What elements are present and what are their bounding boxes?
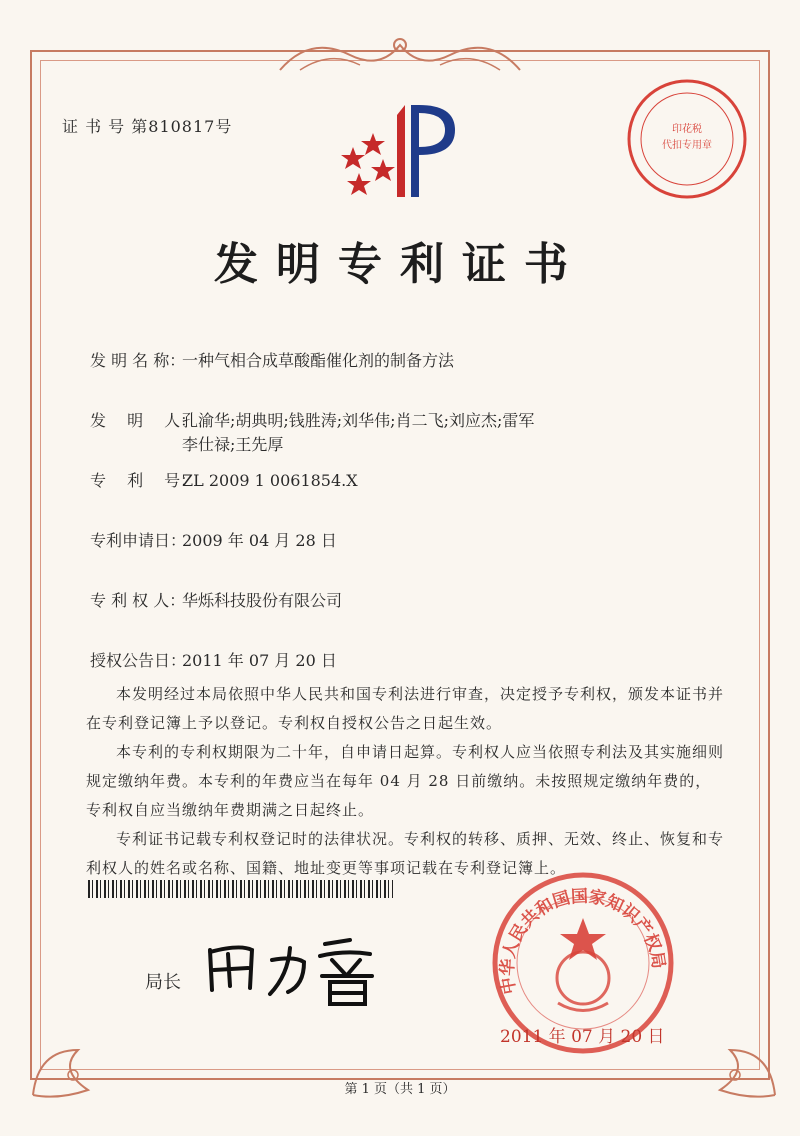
svg-text:代扣专用章: 代扣专用章	[662, 140, 712, 151]
inventors-row	[90, 408, 534, 431]
grant-date-row	[90, 648, 337, 671]
field-value: 2011 年 07 月 20 日	[182, 651, 337, 670]
field-label: 专 利 号：	[90, 471, 197, 490]
field-label: 授权公告日：	[90, 651, 187, 670]
patent-number-row	[90, 468, 358, 491]
patent-office-logo-icon	[335, 95, 465, 205]
field-label: 发 明 名 称：	[90, 351, 186, 370]
field-label: 发 明 人：	[90, 411, 197, 430]
invention-name-row	[90, 348, 454, 371]
patentee-row	[90, 588, 342, 611]
director-label: 局长	[145, 972, 181, 993]
director-signature	[200, 930, 390, 1010]
inventors-continued: 李仕禄;王先厚	[182, 435, 284, 454]
seal-date: 2011 年 07 月 20 日	[500, 1027, 665, 1047]
field-label: 专 利 权 人：	[90, 591, 186, 610]
page-footer: 第 1 页（共 1 页）	[344, 1082, 456, 1097]
barcode	[88, 880, 393, 898]
application-date-row	[90, 528, 337, 551]
page-title: 发明专利证书	[214, 239, 586, 290]
field-value: 孔渝华;胡典明;钱胜涛;刘华伟;肖二飞;刘应杰;雷军	[182, 411, 535, 430]
svg-text:印花税: 印花税	[672, 124, 702, 135]
certificate-number: 证 书 号 第810817号	[62, 117, 233, 136]
field-value: 2009 年 04 月 28 日	[182, 531, 337, 550]
field-label: 专利申请日：	[90, 531, 187, 550]
svg-text:中华人民共和国国家知识产权局: 中华人民共和国国家知识产权局	[497, 886, 669, 996]
field-value: 一种气相合成草酸酯催化剂的制备方法	[182, 351, 455, 370]
tax-seal-icon	[622, 74, 752, 204]
paragraph-1: 本发明经过本局依照中华人民共和国专利法进行审查，决定授予专利权，颁发本证书并在专利登记簿上予以登记。专利权自授权公告之日起生效。	[86, 685, 725, 732]
paragraph-2: 本专利的专利权期限为二十年，自申请日起算。专利权人应当依照专利法及其实施细则规定缴纳年费。本专利的年费应当在每年 04 月 28 日前缴纳。未按照规定缴纳年费的，专利权自应当缴纳年费期满之日起终止。	[86, 743, 725, 819]
paragraph-3: 专利证书记载专利权登记时的法律状况。专利权的转移、质押、无效、终止、恢复和专利权人的姓名或名称、国籍、地址变更等事项记载在专利登记簿上。	[86, 830, 725, 877]
field-value: ZL 2009 1 0061854.X	[182, 471, 358, 490]
field-value: 华烁科技股份有限公司	[182, 591, 343, 610]
top-ornament-icon	[270, 30, 530, 80]
